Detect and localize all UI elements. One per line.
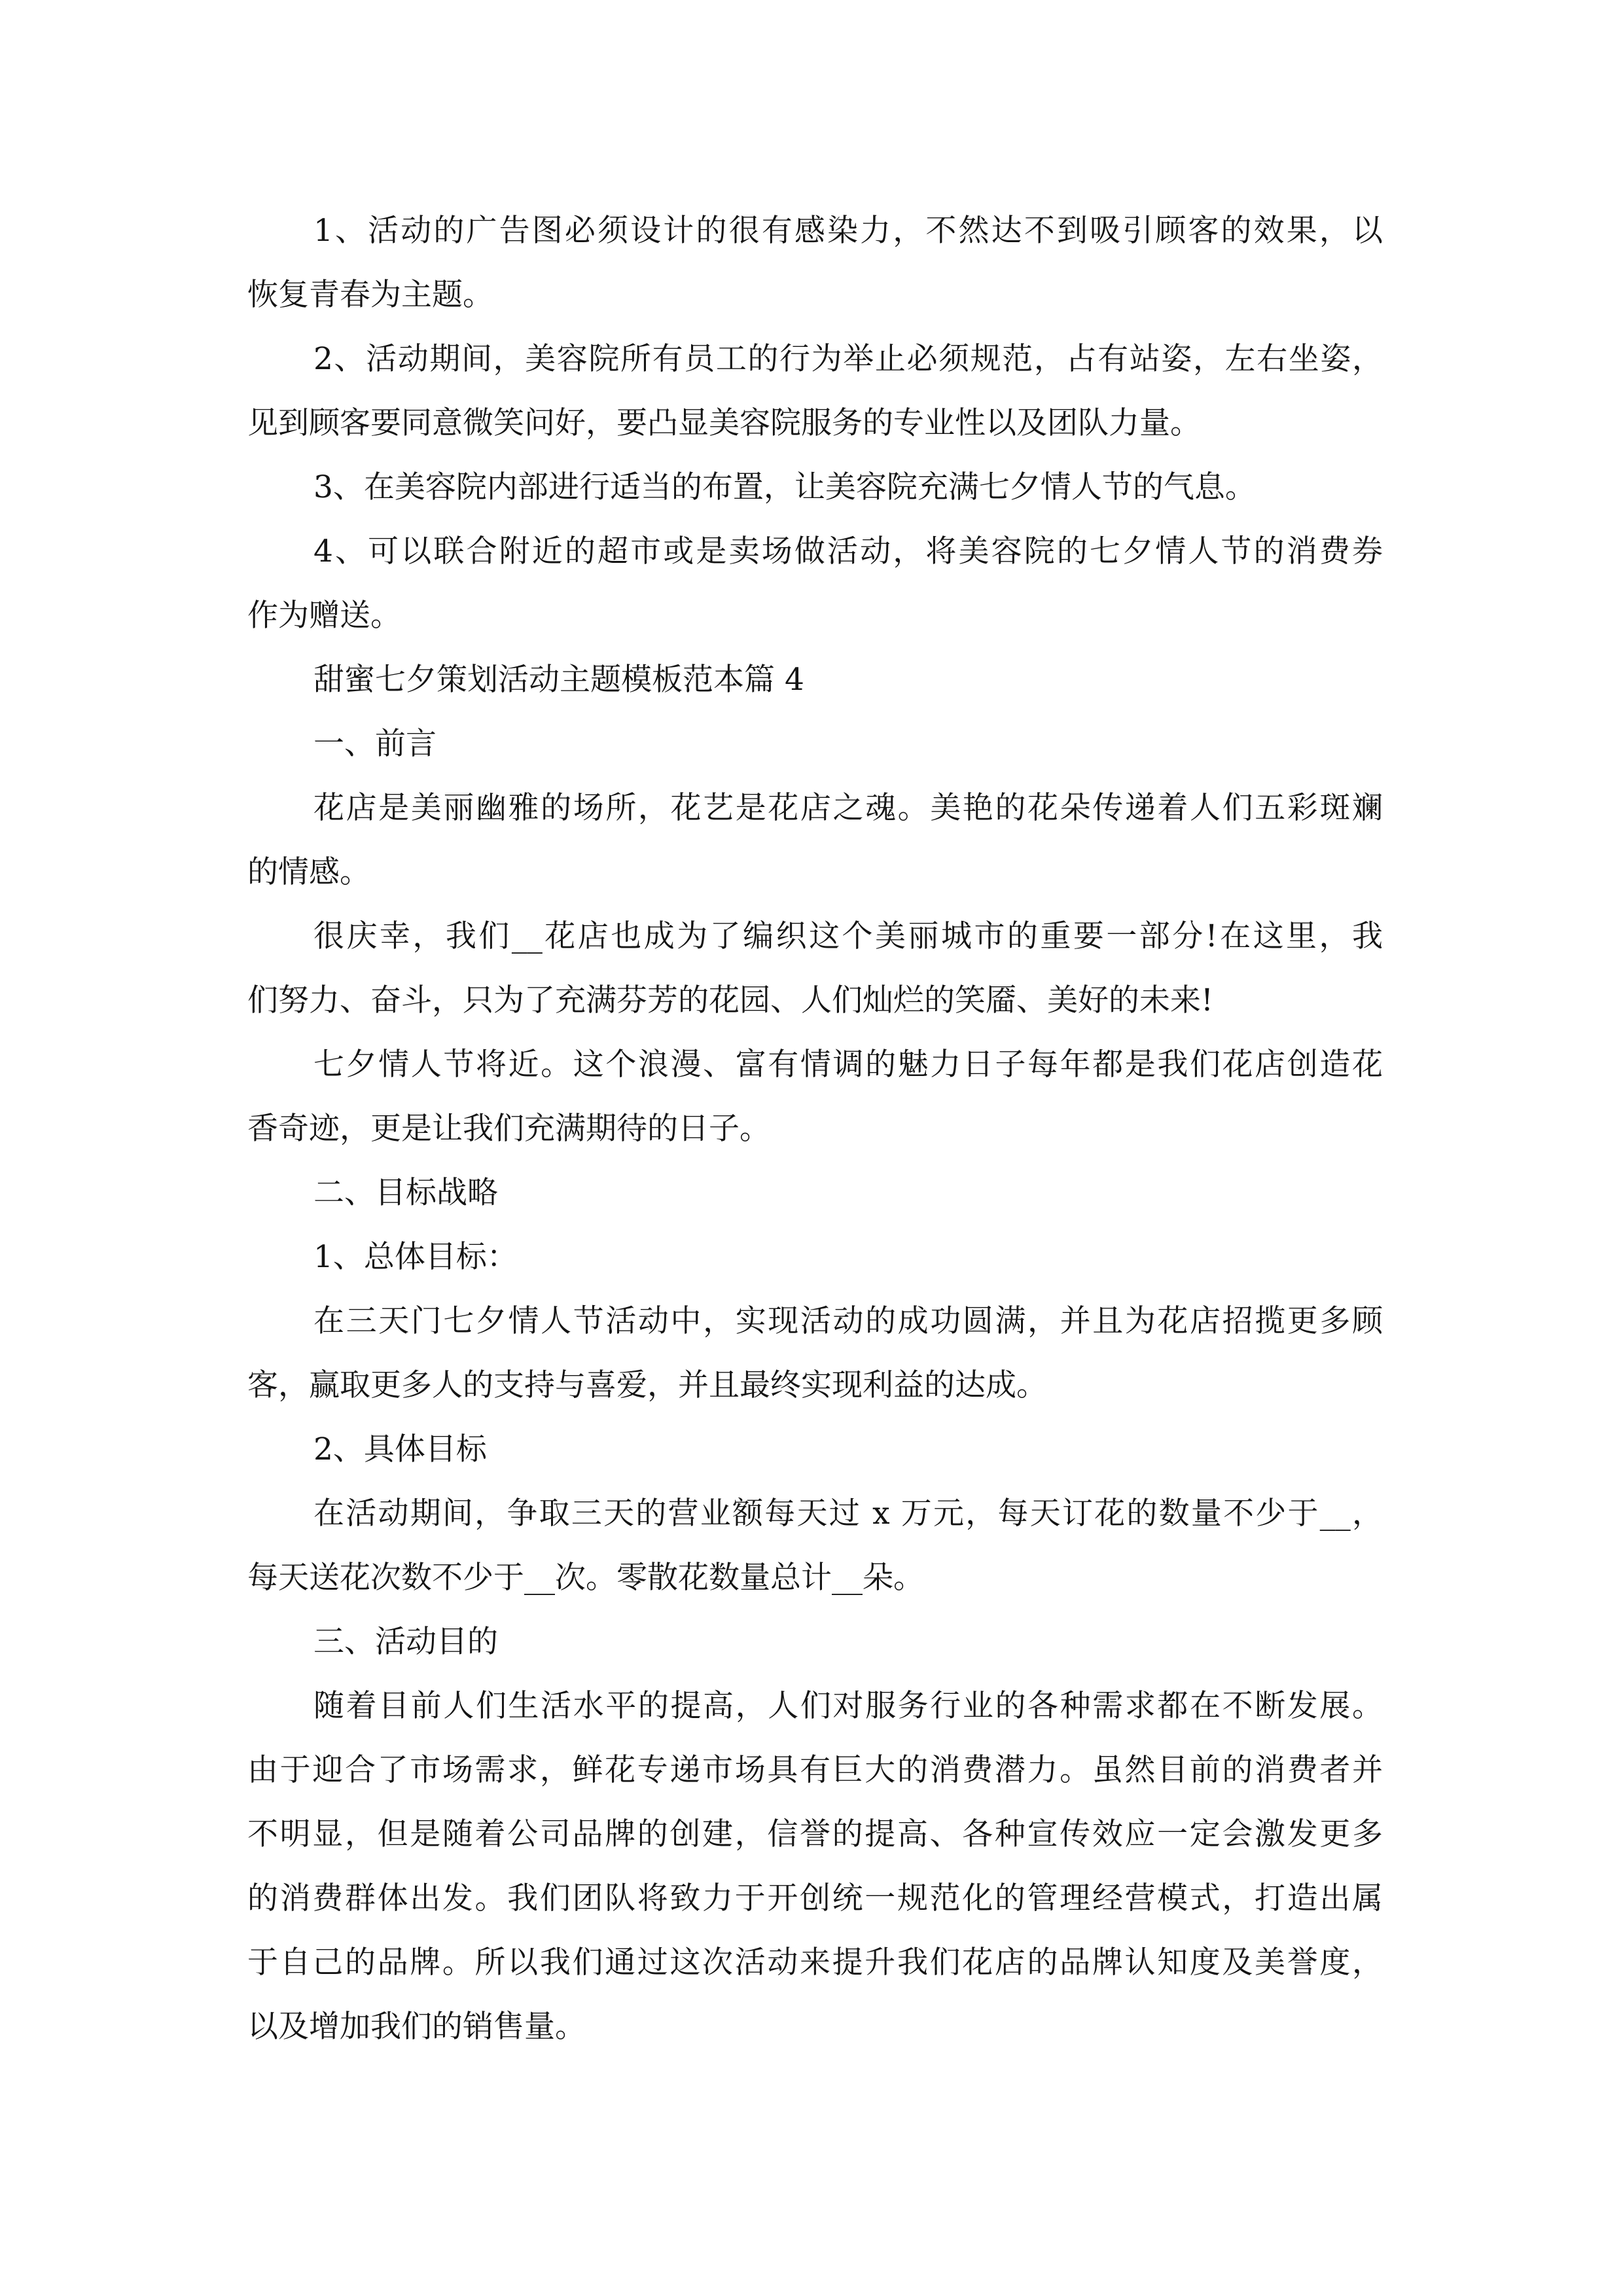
paragraph-line: 的情感。 — [247, 854, 370, 890]
section-heading-purpose: 三、活动目的 — [313, 1624, 498, 1660]
paragraph-item-3 — [247, 456, 1383, 520]
section-heading-strategy: 二、目标战略 — [313, 1175, 498, 1211]
paragraph-line: 不明显，但是随着公司品牌的创建，信誉的提高、各种宣传效应一定会激发更多 — [247, 1816, 1383, 1852]
paragraph-line: 恢复青春为主题。 — [247, 277, 493, 313]
paragraph-line: 于自己的品牌。所以我们通过这次活动来提升我们花店的品牌认知度及美誉度， — [247, 1945, 1383, 1981]
paragraph-line: 在三天门七夕情人节活动中，实现活动的成功圆满，并且为花店招揽更多顾 — [313, 1303, 1383, 1339]
paragraph — [247, 905, 1383, 1033]
paragraph-line: 的消费群体出发。我们团队将致力于开创统一规范化的管理经营模式，打造出属 — [247, 1880, 1383, 1916]
paragraph-line: 七夕情人节将近。这个浪漫、富有情调的魅力日子每年都是我们花店创造花 — [313, 1047, 1383, 1083]
subsection-heading-specific-goal: 2、具体目标 — [313, 1431, 487, 1467]
paragraph-line: 作为赠送。 — [247, 598, 401, 634]
paragraph-line: 香奇迹，更是让我们充满期待的日子。 — [247, 1111, 770, 1147]
paragraph — [247, 1674, 1383, 2059]
paragraph-line: 花店是美丽幽雅的场所，花艺是花店之魂。美艳的花朵传递着人们五彩斑斓 — [313, 790, 1383, 826]
paragraph — [247, 1033, 1383, 1161]
paragraph-line: 很庆幸，我们__花店也成为了编织这个美丽城市的重要一部分!在这里，我 — [313, 918, 1383, 954]
paragraph-item-4 — [247, 520, 1383, 648]
paragraph-line: 们努力、奋斗，只为了充满芬芳的花园、人们灿烂的笑靥、美好的未来! — [247, 982, 1213, 1018]
paragraph-line: 2、活动期间，美容院所有员工的行为举止必须规范，占有站姿，左右坐姿， — [313, 341, 1383, 377]
paragraph — [247, 776, 1383, 905]
document-body — [247, 199, 1383, 2059]
paragraph-line: 见到顾客要同意微笑问好，要凸显美容院服务的专业性以及团队力量。 — [247, 405, 1201, 441]
paragraph-line: 3、在美容院内部进行适当的布置，让美容院充满七夕情人节的气息。 — [313, 469, 1256, 505]
paragraph-line: 1、活动的广告图必须设计的很有感染力，不然达不到吸引顾客的效果，以 — [313, 213, 1383, 249]
paragraph-item-2 — [247, 327, 1383, 456]
section-heading-preface: 一、前言 — [313, 726, 437, 762]
paragraph-line: 以及增加我们的销售量。 — [247, 2009, 586, 2045]
paragraph-line: 由于迎合了市场需求，鲜花专递市场具有巨大的消费潜力。虽然目前的消费者并 — [247, 1752, 1383, 1788]
paragraph-line: 客，赢取更多人的支持与喜爱，并且最终实现利益的达成。 — [247, 1367, 1047, 1403]
paragraph-line: 在活动期间，争取三天的营业额每天过 x 万元，每天订花的数量不少于__， — [313, 1496, 1383, 1532]
paragraph-item-1 — [247, 199, 1383, 327]
paragraph — [247, 1482, 1383, 1610]
document-title: 甜蜜七夕策划活动主题模板范本篇 4 — [313, 662, 804, 698]
subsection-heading-overall-goal: 1、总体目标： — [313, 1239, 518, 1275]
paragraph-line: 4、可以联合附近的超市或是卖场做活动，将美容院的七夕情人节的消费券 — [313, 533, 1383, 569]
paragraph — [247, 1289, 1383, 1418]
paragraph-line: 随着目前人们生活水平的提高，人们对服务行业的各种需求都在不断发展。 — [313, 1688, 1383, 1724]
paragraph-line: 每天送花次数不少于__次。零散花数量总计__朵。 — [247, 1560, 924, 1596]
